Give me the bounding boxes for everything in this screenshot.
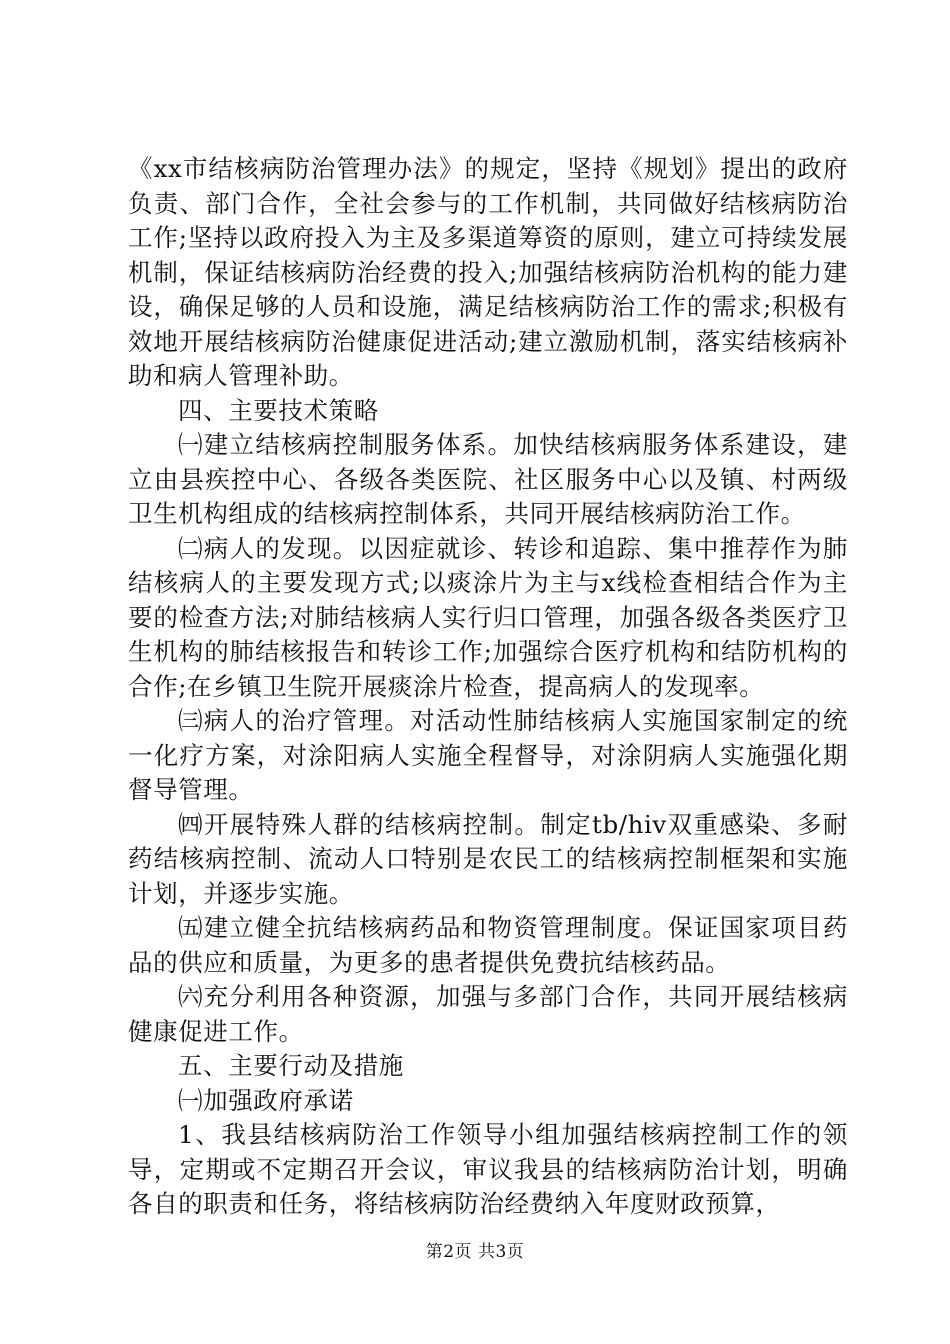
paragraph-strategy-5: ㈤建立健全抗结核病药品和物资管理制度。保证国家项目药品的供应和质量，为更多的患者提供免费抗结核药品。 <box>128 913 848 977</box>
body-text <box>128 152 848 1222</box>
section-heading-4: 四、主要技术策略 <box>178 395 379 425</box>
paragraph-strategy-2: ㈡病人的发现。以因症就诊、转诊和追踪、集中推荐作为肺结核病人的主要发现方式;以痰涂片为主与x线检查相结合作为主要的检查方法;对肺结核病人实行归口管理，加强各级各类医疗卫生机构的肺结核报告和转诊工作;加强综合医疗机构和结防机构的合作;在乡镇卫生院开展痰涂片检查，提高病人的发现率。 <box>128 533 848 701</box>
subsection-heading-1: ㈠加强政府承诺 <box>178 1085 354 1115</box>
page-number-footer: 第2页 共3页 <box>425 1242 525 1262</box>
paragraph-strategy-4: ㈣开展特殊人群的结核病控制。制定tb/hiv双重感染、多耐药结核病控制、流动人口特别是农民工的结核病控制框架和实施计划，并逐步实施。 <box>128 809 848 908</box>
section-heading-5: 五、主要行动及措施 <box>178 1051 404 1080</box>
paragraph-strategy-3: ㈢病人的治疗管理。对活动性肺结核病人实施国家制定的统一化疗方案，对涂阳病人实施全程督导，对涂阴病人实施强化期督导管理。 <box>128 706 848 804</box>
paragraph-strategy-1: ㈠建立结核病控制服务体系。加快结核病服务体系建设，建立由县疾控中心、各级各类医院、社区服务中心以及镇、村两级卫生机构组成的结核病控制体系，共同开展结核病防治工作。 <box>128 430 848 528</box>
paragraph-action-1: 1、我县结核病防治工作领导小组加强结核病控制工作的领导，定期或不定期召开会议，审议我县的结核病防治计划，明确各自的职责和任务，将结核病防治经费纳入年度财政预算， <box>128 1120 848 1218</box>
paragraph-continuation: 《xx市结核病防治管理办法》的规定，坚持《规划》提出的政府负责、部门合作，全社会参与的工作机制，共同做好结核病防治工作;坚持以政府投入为主及多渠道筹资的原则，建立可持续发展机制，保证结核病防治经费的投入;加强结核病防治机构的能力建设，确保足够的人员和设施，满足结核病防治工作的需求;积极有效地开展结核病防治健康促进活动;建立激励机制，落实结核病补助和病人管理补助。 <box>128 154 848 390</box>
paragraph-strategy-6: ㈥充分利用各种资源，加强与多部门合作，共同开展结核病健康促进工作。 <box>128 982 848 1046</box>
